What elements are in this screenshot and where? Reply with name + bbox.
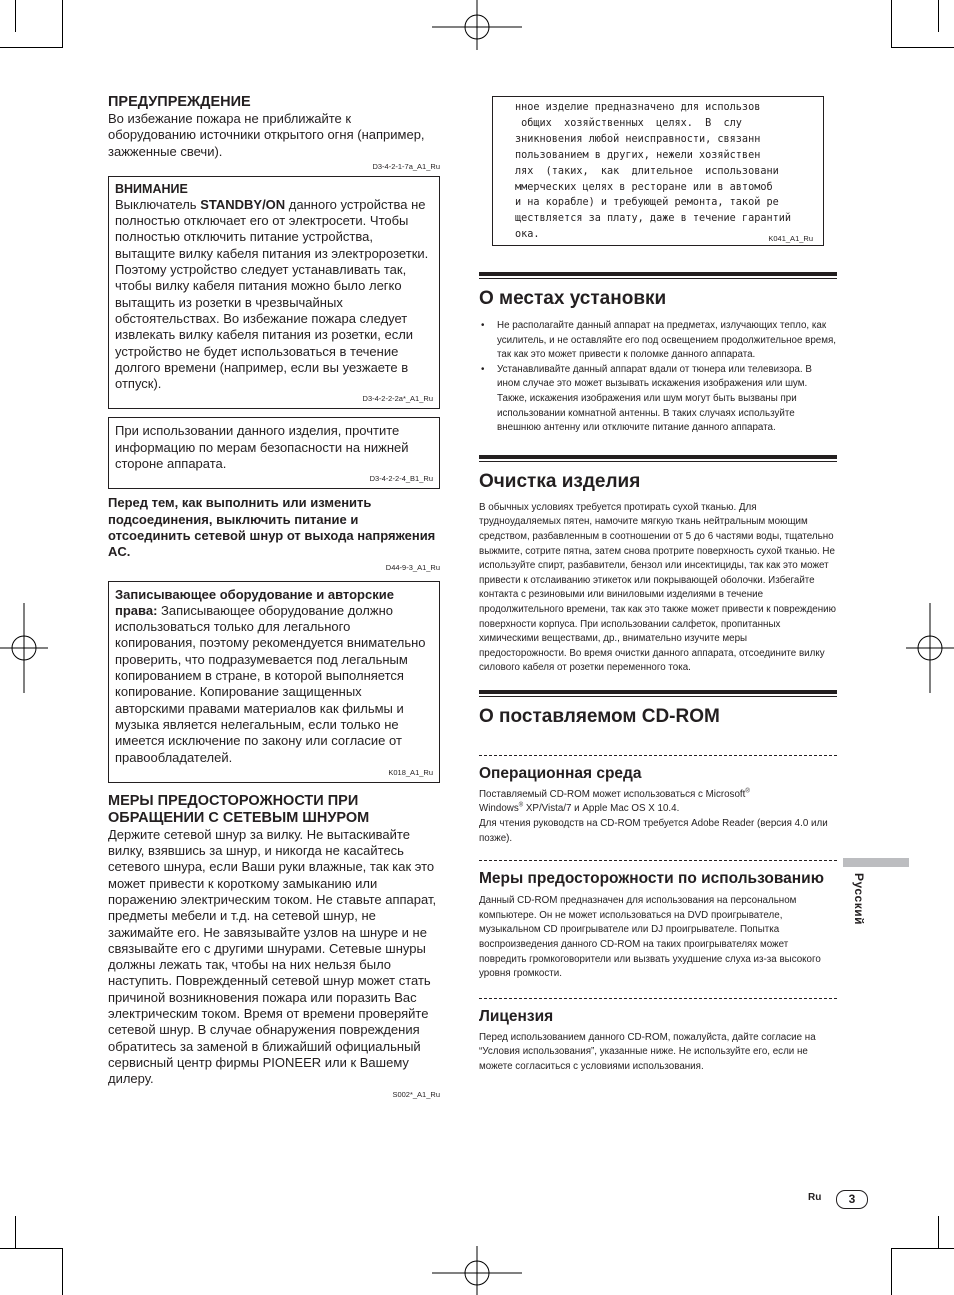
license-text: Перед использованием данного CD-ROM, пожалуйста, дайте согласие на “Условия использования”, указанные ниже. Не используйте его, если не можете согласиться с условиями использования. <box>479 1031 816 1072</box>
commercial-use-line: и на корабле) и требующей ремонта, такой ре <box>515 197 779 209</box>
commercial-use-text <box>493 97 823 243</box>
clean-title: Очистка изделия <box>479 470 641 492</box>
warning-title: ПРЕДУПРЕЖДЕНИЕ <box>108 94 251 110</box>
os-text-2: Windows <box>479 803 519 815</box>
cord-code: S002*_A1_Ru <box>392 1089 440 1099</box>
commercial-use-line: зникновения любой неисправности, связанн <box>515 133 761 145</box>
install-bullet-item <box>479 319 837 363</box>
caution-pre: Выключатель <box>115 196 201 212</box>
os-text <box>479 788 837 846</box>
caution-title: ВНИМАНИЕ <box>115 181 188 196</box>
section-rule <box>479 696 837 697</box>
registered-mark: ® <box>518 803 524 810</box>
cord-text: Держите сетевой шнур за вилку. Не вытаскивайте вилку, взявшись за шнур, и никогда не касайтесь сетевого шнура, если Ваши руки влажные, так как это может привести к короткому замыканию или поражению электрическим током. Не ставьте аппарат, предметы мебели и т.д. на сетевой шнур, не зажимайте его. Не завязывайте узлов на шнуре и не связывайте его с другими шнурами. Сетевые шнуры должны лежать так, чтобы на них нельзя было наступить. Поврежденный сетевой шнур может стать причиной возникновения пожара или поразить Вас электрическим током. Время от времени проверяйте сетевой шнур. В случае обнаружения повреждения обратитесь за заменой в ближайший официальный сервисный центр фирмы PIONEER или к Вашему дилеру. <box>108 826 437 1087</box>
install-list <box>479 319 837 436</box>
dashed-rule <box>479 755 837 756</box>
copyright-body: Записывающее оборудование должно использоваться только для легального копирования, поэтому рекомендуется внимательно проверить, что подразумевается под легальным копированием в стране, в которой выполняется копирование. Копирование защищенных авторскими правами материалов как фильмы и музыка является нелегальным, если только не имеется исключение по закону или согласие от правообладателей. <box>115 602 426 765</box>
dashed-rule <box>479 860 837 861</box>
crop-mark <box>938 1216 939 1248</box>
license-title: Лицензия <box>479 1007 554 1025</box>
caution-body: данного устройства не полностью отключает его от электросети. Чтобы полностью отключить питание устройства, вытащите вилку кабеля питания из электророзетки. Поэтому устройство следует устанавливать так, чтобы вилку кабеля питания можно было легко вытащить из розетки в чрезвычайных обстоятельствах. Во избежание пожара следует извлекать вилку кабеля питания из розетки, если устройство не будет использоваться в течение долгого времени (например, если вы уезжаете в отпуск). <box>115 196 429 392</box>
commercial-use-line: пользованием в других, нежели хозяйствен <box>515 149 761 161</box>
crop-mark <box>15 1216 16 1248</box>
registration-mark-icon <box>432 0 522 50</box>
copyright-text <box>115 587 433 766</box>
warning-code: D3-4-2-1-7a_A1_Ru <box>372 161 440 171</box>
registration-mark-icon <box>906 603 954 693</box>
crop-mark <box>891 47 954 48</box>
commercial-use-code: K041_A1_Ru <box>768 234 813 243</box>
before-code: D44-9-3_A1_Ru <box>385 562 440 572</box>
os-text-3: XP/Vista/7 и Apple Mac OS X 10.4. <box>523 803 680 815</box>
right-column <box>479 272 837 1075</box>
caution-text <box>115 197 433 393</box>
left-column <box>108 94 440 1100</box>
side-tab-label: Русский <box>852 873 866 925</box>
install-bullet-item <box>479 363 837 436</box>
copyright-title: Записывающее оборудование и авторские права: <box>115 586 394 618</box>
crop-mark <box>62 0 63 47</box>
page-number: 3 <box>836 1190 868 1209</box>
dashed-rule <box>479 998 837 999</box>
use-text: Данный CD-ROM предназначен для использования на персональном компьютере. Он не может использоваться на DVD проигрывателе, музыкальном CD проигрывателе или DJ проигрывателе. Попытка воспроизведения данного CD-ROM на таких проигрывателях может повредить громкоговорители или вызвать ухудшение слуха из-за высокого уровня громкости. <box>479 895 821 980</box>
os-text-1: Поставляемый CD-ROM может использоваться с Microsoft <box>479 788 746 800</box>
commercial-use-line: общих хозяйственных целях. В слу <box>515 117 742 129</box>
section-rule <box>479 278 837 279</box>
crop-mark <box>891 1248 892 1295</box>
safety-box <box>108 417 440 489</box>
commercial-use-line: нное изделие предназначено для использов <box>515 102 761 113</box>
os-title: Операционная среда <box>479 764 642 782</box>
bullet-icon: • <box>481 363 485 375</box>
crop-mark <box>0 47 63 48</box>
crop-mark <box>15 0 16 32</box>
section-rule <box>479 455 837 459</box>
crop-mark <box>891 1248 954 1249</box>
section-rule <box>479 461 837 462</box>
clean-text: В обычных условиях требуется протирать сухой тканью. Для труднoудаляемых пятен, намочите мягкую ткань нейтральным моющим средством, разбавленным в соотношении от 5 до 6 частями воды, тщательно выжмите, сотрите пятна, затем снова протрите поверхность сухой тканью. Не используйте спирт, разбавители, бензол или инсектициды, так как это может привести к отслаиванию этикеток или покрывающей оболочки. Избегайте контакта с резиновыми или виниловыми изделиями в течение продолжительного времени, так как это также может привести к повреждению поверхности корпуса. При использовании салфеток, пропитанных химическими веществами, др., внимательно изучите меры предосторожности. Во время очистки данного аппарата, отсоедините вилку силового кабеля от розетки переменного тока. <box>479 501 836 674</box>
cord-title: МЕРЫ ПРЕДОСТОРОЖНОСТИ ПРИ ОБРАЩЕНИИ С СЕТЕВЫМ ШНУРОМ <box>108 792 370 826</box>
standby-label: STANDBY/ON <box>200 196 286 212</box>
side-tab-bar <box>843 858 909 867</box>
safety-text: При использовании данного изделия, прочтите информацию по мерам безопасности на нижней стороне аппарата. <box>115 423 409 472</box>
install-title: О местах установки <box>479 288 667 309</box>
copyright-box <box>108 581 440 783</box>
crop-mark <box>891 0 892 47</box>
install-bullet-text: Устанавливайте данный аппарат вдали от тюнера или телевизора. В ином случае это может вызывать искажения изображения или шум. Также, искажения изображения или шум могут быть вызваны при использовании комнатной антенны. В таких случаях используйте внешнюю антенну или отключите питание данного аппарата. <box>497 363 812 434</box>
bullet-icon: • <box>481 320 485 331</box>
cdrom-title: О поставляемом CD-ROM <box>479 705 720 727</box>
safety-code: D3-4-2-2-4_B1_Ru <box>369 474 433 484</box>
registration-mark-icon <box>432 1246 522 1295</box>
caution-code: D3-4-2-2-2a*_A1_Ru <box>362 394 433 404</box>
section-rule <box>479 272 837 276</box>
registered-mark: ® <box>745 788 750 795</box>
warning-text: Во избежание пожара не приближайте к оборудованию источники открытого огня (например, зажженные свечи). <box>108 111 425 159</box>
copyright-code: K018_A1_Ru <box>388 767 433 777</box>
os-text-4: Для чтения руководств на CD-ROM требуется Adobe Reader (версия 4.0 или позже). <box>479 818 828 844</box>
commercial-use-box <box>492 96 824 246</box>
commercial-use-line: ока. <box>515 229 540 241</box>
commercial-use-line: лях (таких, как длительное использовани <box>515 165 779 177</box>
commercial-use-line: ществляется за плату, даже в течение гарантий <box>515 213 792 225</box>
page-language: Ru <box>808 1192 822 1203</box>
install-bullet-text: Не располагайте данный аппарат на предметах, излучающих тепло, как усилитель, и не оставляйте его под освещением продолжительное время, так как это может привести к поломке данного аппарата. <box>497 320 837 361</box>
commercial-use-line: ммерческих целях в ресторане или в автомоб <box>515 181 773 193</box>
section-rule <box>479 690 837 694</box>
use-title: Меры предосторожности по использованию <box>479 870 824 888</box>
crop-mark <box>0 1248 63 1249</box>
registration-mark-icon <box>0 603 48 693</box>
before-text: Перед тем, как выполнить или изменить подсоединения, выключить питание и отсоединить сетевой шнур от выхода напряжения AC. <box>108 495 436 560</box>
crop-mark <box>938 0 939 32</box>
crop-mark <box>62 1248 63 1295</box>
caution-box <box>108 176 440 410</box>
